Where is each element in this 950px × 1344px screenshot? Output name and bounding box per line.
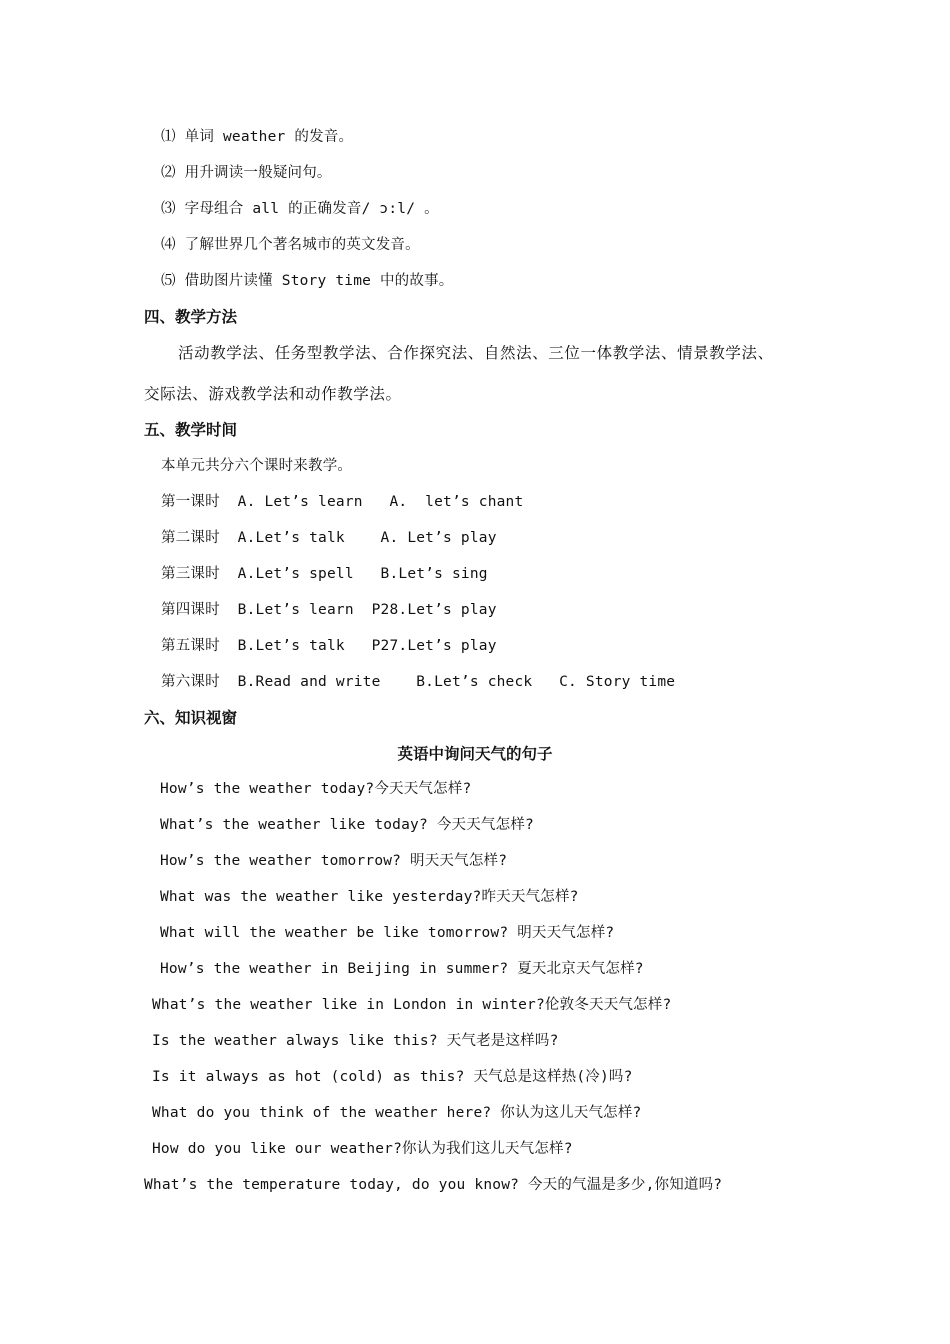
lesson-row-6: 第六课时 B.Read and write B.Let’s check C. Story time <box>161 674 676 690</box>
weather-sentence-12: What’s the temperature today, do you know? 今天的气温是多少,你知道吗? <box>144 1177 723 1193</box>
lesson-row-2: 第二课时 A.Let’s talk A. Let’s play <box>161 530 497 546</box>
lesson-row-3: 第三课时 A.Let’s spell B.Let’s sing <box>161 566 488 582</box>
weather-sentence-3: How’s the weather tomorrow? 明天天气怎样? <box>160 853 508 869</box>
weather-sentence-5: What will the weather be like tomorrow? 明天天气怎样? <box>160 925 615 941</box>
lesson-row-5: 第五课时 B.Let’s talk P27.Let’s play <box>161 638 497 654</box>
objective-item-3: ⑶ 字母组合 all 的正确发音/ ɔ:l/ 。 <box>161 201 439 217</box>
weather-sentence-7: What’s the weather like in London in winter?伦敦冬天天气怎样? <box>152 997 672 1013</box>
weather-sentence-2: What’s the weather like today? 今天天气怎样? <box>160 817 534 833</box>
methods-paragraph-line-2: 交际法、游戏教学法和动作教学法。 <box>144 385 402 403</box>
methods-paragraph-line-1: 活动教学法、任务型教学法、合作探究法、自然法、三位一体教学法、情景教学法、 <box>178 344 774 362</box>
objective-item-4: ⑷ 了解世界几个著名城市的英文发音。 <box>161 237 420 253</box>
objective-item-5: ⑸ 借助图片读懂 Story time 中的故事。 <box>161 273 454 289</box>
time-intro: 本单元共分六个课时来教学。 <box>161 458 353 474</box>
objective-item-2: ⑵ 用升调读一般疑问句。 <box>161 165 332 181</box>
weather-sentence-1: How’s the weather today?今天天气怎样? <box>160 781 472 797</box>
knowledge-title: 英语中询问天气的句子 <box>397 745 553 763</box>
weather-sentence-8: Is the weather always like this? 天气老是这样吗? <box>152 1033 559 1049</box>
weather-sentence-10: What do you think of the weather here? 你认为这儿天气怎样? <box>152 1105 642 1121</box>
section-heading-knowledge: 六、知识视窗 <box>144 709 238 727</box>
weather-sentence-11: How do you like our weather?你认为我们这儿天气怎样? <box>152 1141 573 1157</box>
objective-item-1: ⑴ 单词 weather 的发音。 <box>161 129 354 145</box>
lesson-row-4: 第四课时 B.Let’s learn P28.Let’s play <box>161 602 497 618</box>
weather-sentence-6: How’s the weather in Beijing in summer? 夏天北京天气怎样? <box>160 961 644 977</box>
section-heading-methods: 四、教学方法 <box>144 308 238 326</box>
section-heading-time: 五、教学时间 <box>144 421 238 439</box>
weather-sentence-9: Is it always as hot (cold) as this? 天气总是这样热(冷)吗? <box>152 1069 633 1085</box>
lesson-row-1: 第一课时 A. Let’s learn A. let’s chant <box>161 494 524 510</box>
weather-sentence-4: What was the weather like yesterday?昨天天气怎样? <box>160 889 579 905</box>
